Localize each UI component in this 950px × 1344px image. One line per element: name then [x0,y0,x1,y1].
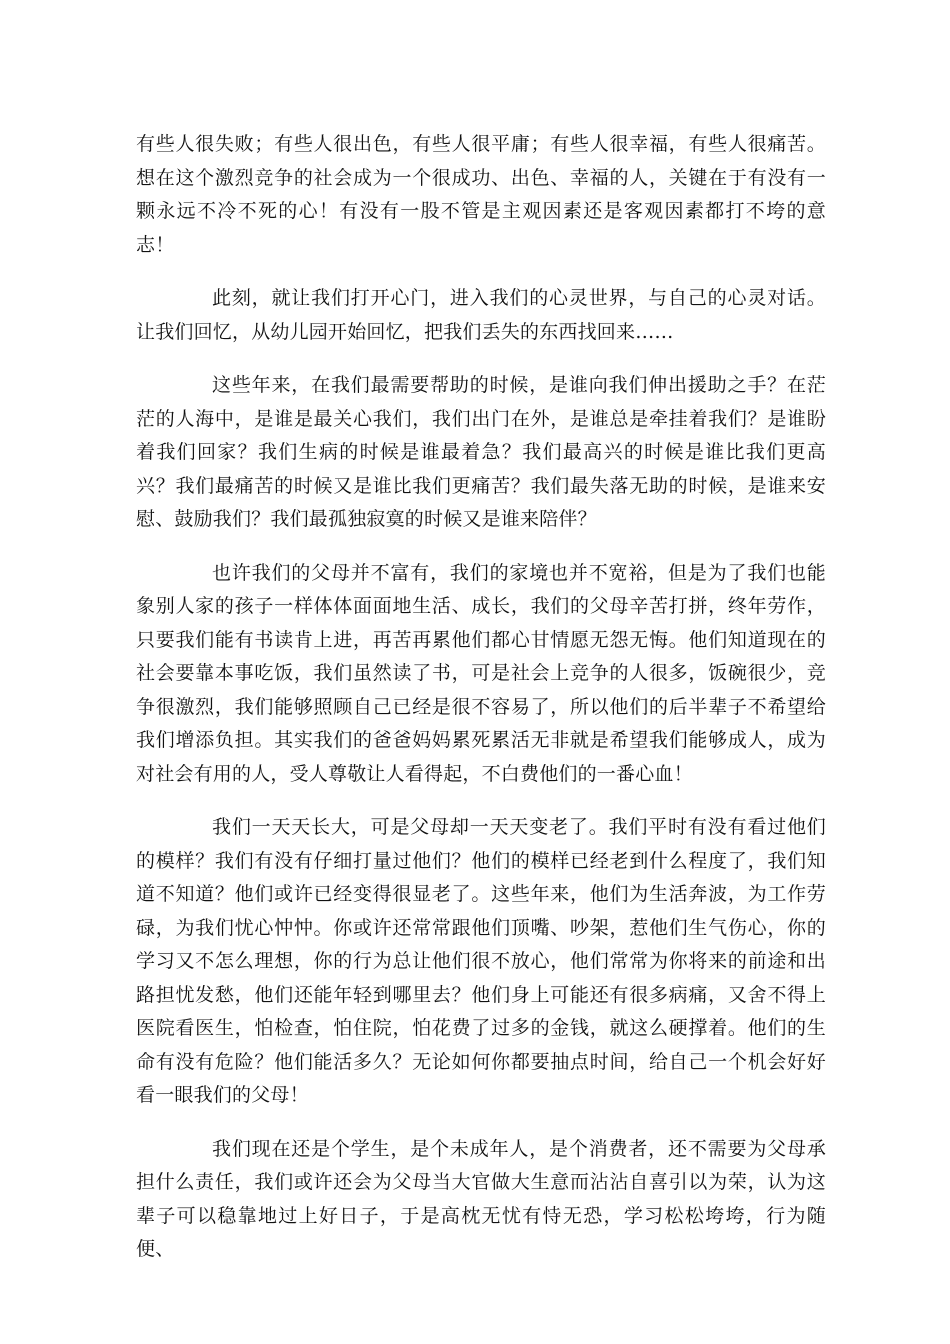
paragraph-2: 此刻，就让我们打开心门，进入我们的心灵世界，与自己的心灵对话。让我们回忆，从幼儿园开始回忆，把我们丢失的东西找回来…… [136,287,826,343]
paragraph-4: 也许我们的父母并不富有，我们的家境也并不宽裕，但是为了我们也能象别人家的孩子一样体体面面地生活、成长，我们的父母辛苦打拼，终年劳作，只要我们能有书读肯上进，再苦再累他们都心甘情愿无怨无悔。他们知道现在的社会要靠本事吃饭，我们虽然读了书，可是社会上竞争的人很多，饭碗很少，竞争很激烈，我们能够照顾自己已经是很不容易了，所以他们的后半辈子不希望给我们增添负担。其实我们的爸爸妈妈累死累活无非就是希望我们能够成人，成为对社会有用的人，受人尊敬让人看得起，不白费他们的一番心血！ [136,561,826,785]
document-page [136,128,826,1287]
paragraph-6: 我们现在还是个学生，是个未成年人，是个消费者，还不需要为父母承担什么责任，我们或许还会为父母当大官做大生意而沾沾自喜引以为荣，认为这辈子可以稳靠地过上好日子，于是高枕无忧有恃无恐，学习松松垮垮，行为随便、 [136,1137,826,1260]
paragraph-3: 这些年来，在我们最需要帮助的时候，是谁向我们伸出援助之手？在茫茫的人海中，是谁是最关心我们，我们出门在外，是谁总是牵挂着我们？是谁盼着我们回家？我们生病的时候是谁最着急？我们最高兴的时候是谁比我们更高兴？我们最痛苦的时候又是谁比我们更痛苦？我们最失落无助的时候，是谁来安慰、鼓励我们？我们最孤独寂寞的时候又是谁来陪伴？ [136,374,826,530]
paragraph-5: 我们一天天长大，可是父母却一天天变老了。我们平时有没有看过他们的模样？我们有没有仔细打量过他们？他们的模样已经老到什么程度了，我们知道不知道？他们或许已经变得很显老了。这些年来，他们为生活奔波，为工作劳碌，为我们忧心忡忡。你或许还常常跟他们顶嘴、吵架，惹他们生气伤心，你的学习又不怎么理想，你的行为总让他们很不放心，他们常常为你将来的前途和出路担忧发愁，他们还能年轻到哪里去？他们身上可能还有很多病痛，又舍不得上医院看医生，怕检查，怕住院，怕花费了过多的金钱，就这么硬撑着。他们的生命有没有危险？他们能活多久？无论如何你都要抽点时间，给自己一个机会好好看一眼我们的父母！ [136,816,826,1106]
paragraph-1: 有些人很失败；有些人很出色，有些人很平庸；有些人很幸福，有些人很痛苦。想在这个激烈竞争的社会成为一个很成功、出色、幸福的人，关键在于有没有一颗永远不冷不死的心！有没有一股不管是主观因素还是客观因素都打不垮的意志！ [136,133,826,256]
